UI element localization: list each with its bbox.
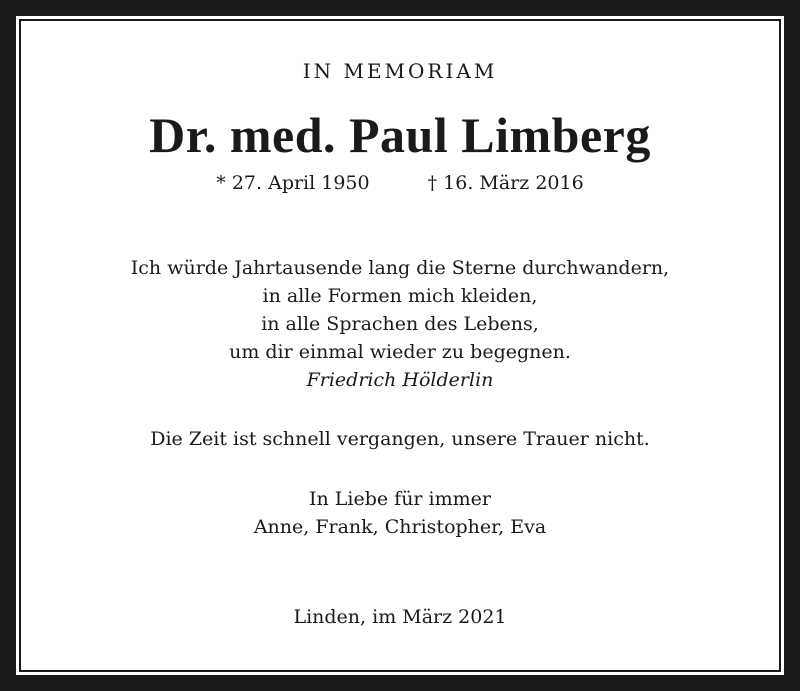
family-names: Anne, Frank, Christopher, Eva bbox=[253, 516, 547, 538]
deceased-name: Dr. med. Paul Limberg bbox=[149, 107, 651, 163]
obituary-notice bbox=[19, 19, 781, 672]
mourning-sentence: Die Zeit ist schnell vergangen, unsere Trauer nicht. bbox=[150, 428, 650, 450]
poem-line: in alle Sprachen des Lebens, bbox=[261, 313, 539, 335]
poem-line: um dir einmal wieder zu begegnen. bbox=[229, 341, 571, 363]
poem-line: Ich würde Jahrtausende lang die Sterne durchwandern, bbox=[130, 257, 670, 279]
frame-gap bbox=[16, 16, 784, 675]
closing-line: In Liebe für immer bbox=[309, 488, 491, 510]
notice-heading: IN MEMORIAM bbox=[302, 59, 498, 83]
poem-line: in alle Formen mich kleiden, bbox=[262, 285, 538, 307]
birth-date: * 27. April 1950 bbox=[216, 172, 370, 194]
closing-block bbox=[21, 485, 779, 541]
poem-quote bbox=[21, 254, 779, 394]
life-dates bbox=[21, 171, 779, 195]
death-date: † 16. März 2016 bbox=[427, 172, 584, 194]
poem-author: Friedrich Hölderlin bbox=[306, 369, 494, 391]
place-and-date: Linden, im März 2021 bbox=[293, 606, 507, 628]
